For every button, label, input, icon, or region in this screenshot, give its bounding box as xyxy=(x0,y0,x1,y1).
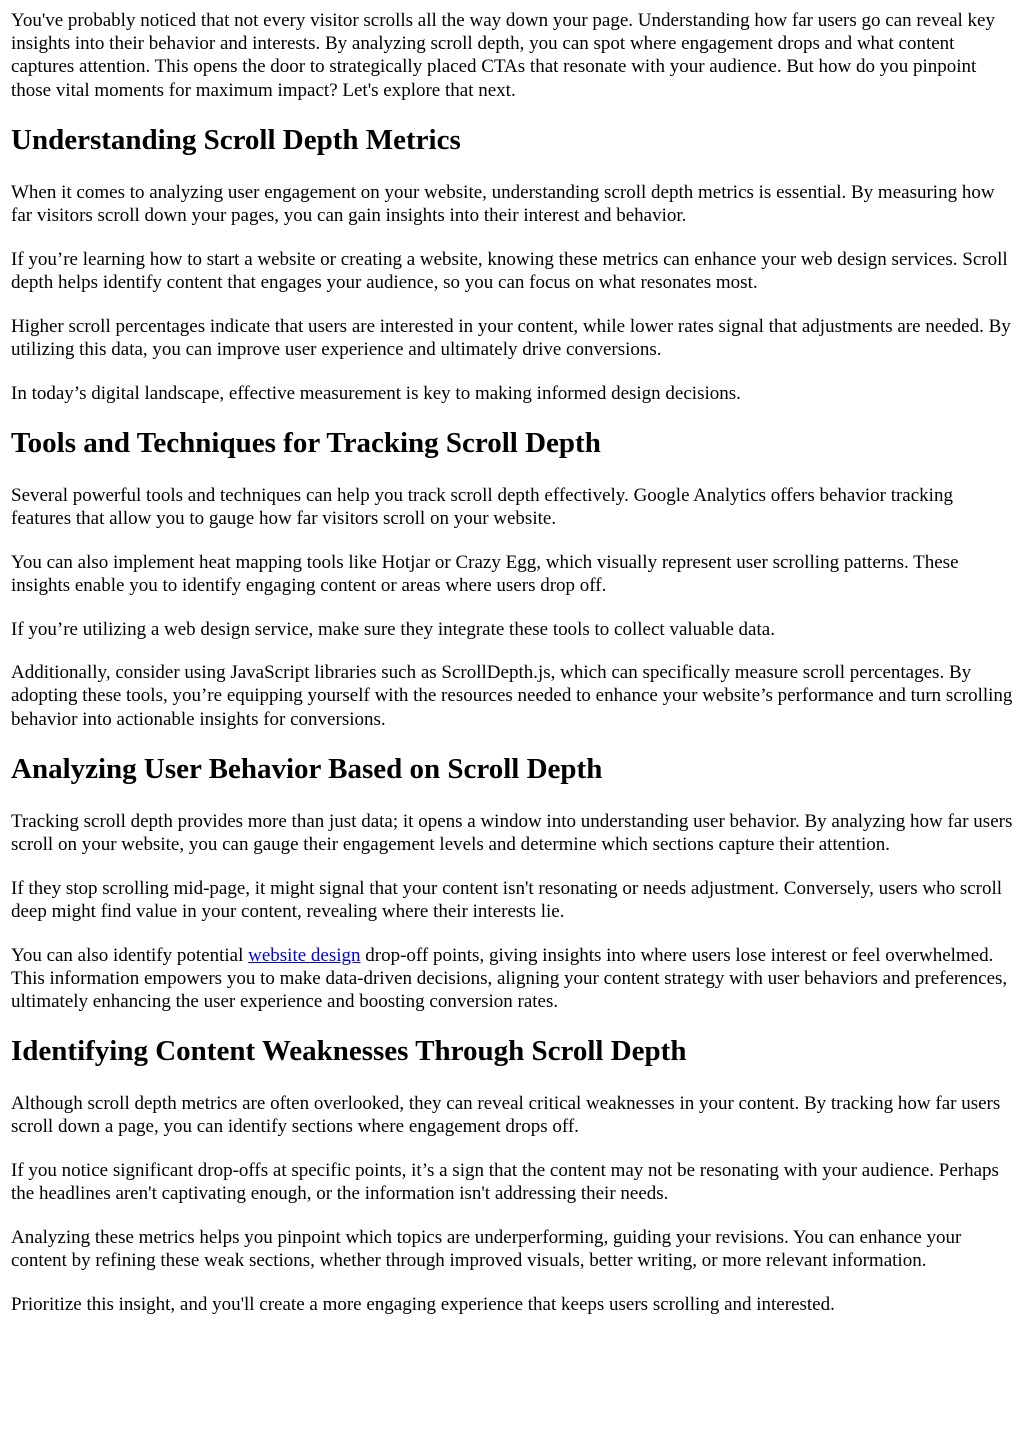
paragraph: Several powerful tools and techniques can help you track scroll depth effectively. Google Analytics offers behavior tracking features that allow you to gauge how far visitors scroll on your website. xyxy=(11,484,953,529)
paragraph: Tracking scroll depth provides more than just data; it opens a window into understanding user behavior. By analyzing how far users scroll on your website, you can gauge their engagement levels and determine which sections capture their attention. xyxy=(11,810,1013,856)
paragraph: Prioritize this insight, and you'll create a more engaging experience that keeps users scrolling and interested. xyxy=(11,1294,835,1315)
intro-paragraph: You've probably noticed that not every visitor scrolls all the way down your page. Understanding how far users go can reveal key insights into their behavior and interests. By analyzing scroll depth, you can spot where engagement drops and what content captures attention. This opens the door to strategically placed CTAs that resonate with your audience. But how do you pinpoint those vital moments for maximum impact? Let's explore that next. xyxy=(11,10,995,101)
paragraph: If you notice significant drop-offs at specific points, it’s a sign that the content may not be resonating with your audience. Perhaps the headlines aren't captivating enough, or the information isn't addressing their needs. xyxy=(11,1160,999,1205)
heading-analyzing-user-behavior: Analyzing User Behavior Based on Scroll Depth xyxy=(11,752,603,785)
link-paragraph-before: You can also identify potential xyxy=(11,944,249,966)
paragraph: You can also implement heat mapping tools like Hotjar or Crazy Egg, which visually represent user scrolling patterns. These insights enable you to identify engaging content or areas where users drop off. xyxy=(11,551,959,596)
paragraph: In today’s digital landscape, effective measurement is key to making informed design decisions. xyxy=(11,382,741,404)
paragraph-with-link xyxy=(11,944,1013,1014)
paragraph: Additionally, consider using JavaScript libraries such as ScrollDepth.js, which can specifically measure scroll percentages. By adopting these tools, you’re equipping yourself with the resources needed to enhance your website’s performance and turn scrolling behavior into actionable insights for conversions. xyxy=(11,662,1013,730)
heading-tools-techniques: Tools and Techniques for Tracking Scroll Depth xyxy=(11,426,601,459)
paragraph: Higher scroll percentages indicate that users are interested in your content, while lower rates signal that adjustments are needed. By utilizing this data, you can improve user experience and ultimately drive conversions. xyxy=(11,315,1011,360)
paragraph: If they stop scrolling mid-page, it might signal that your content isn't resonating or needs adjustment. Conversely, users who scroll deep might find value in your content, revealing where their interests lie. xyxy=(11,877,1003,922)
heading-identifying-weaknesses: Identifying Content Weaknesses Through Scroll Depth xyxy=(11,1035,687,1068)
heading-understanding-scroll-depth: Understanding Scroll Depth Metrics xyxy=(11,123,461,156)
paragraph: Although scroll depth metrics are often overlooked, they can reveal critical weaknesses in your content. By tracking how far users scroll down a page, you can identify sections where engagement drops off. xyxy=(11,1093,1001,1138)
link-paragraph-after: drop-off points, giving insights into where users lose interest or feel overwhelmed. This information empowers you to make data-driven decisions, aligning your content strategy with user behaviors and preferences, ultimately enhancing the user experience and boosting conversion rates. xyxy=(11,944,1008,1013)
website-design-link[interactable]: website design xyxy=(248,944,361,966)
paragraph: If you’re learning how to start a website or creating a website, knowing these metrics can enhance your web design services. Scroll depth helps identify content that engages your audience, so you can focus on what resonates most. xyxy=(11,248,1008,293)
paragraph: When it comes to analyzing user engagement on your website, understanding scroll depth metrics is essential. By measuring how far visitors scroll down your pages, you can gain insights into their interest and behavior. xyxy=(11,181,995,227)
paragraph: If you’re utilizing a web design service, make sure they integrate these tools to collect valuable data. xyxy=(11,618,775,640)
paragraph: Analyzing these metrics helps you pinpoint which topics are underperforming, guiding your revisions. You can enhance your content by refining these weak sections, whether through improved visuals, better writing, or more relevant information. xyxy=(11,1227,962,1272)
